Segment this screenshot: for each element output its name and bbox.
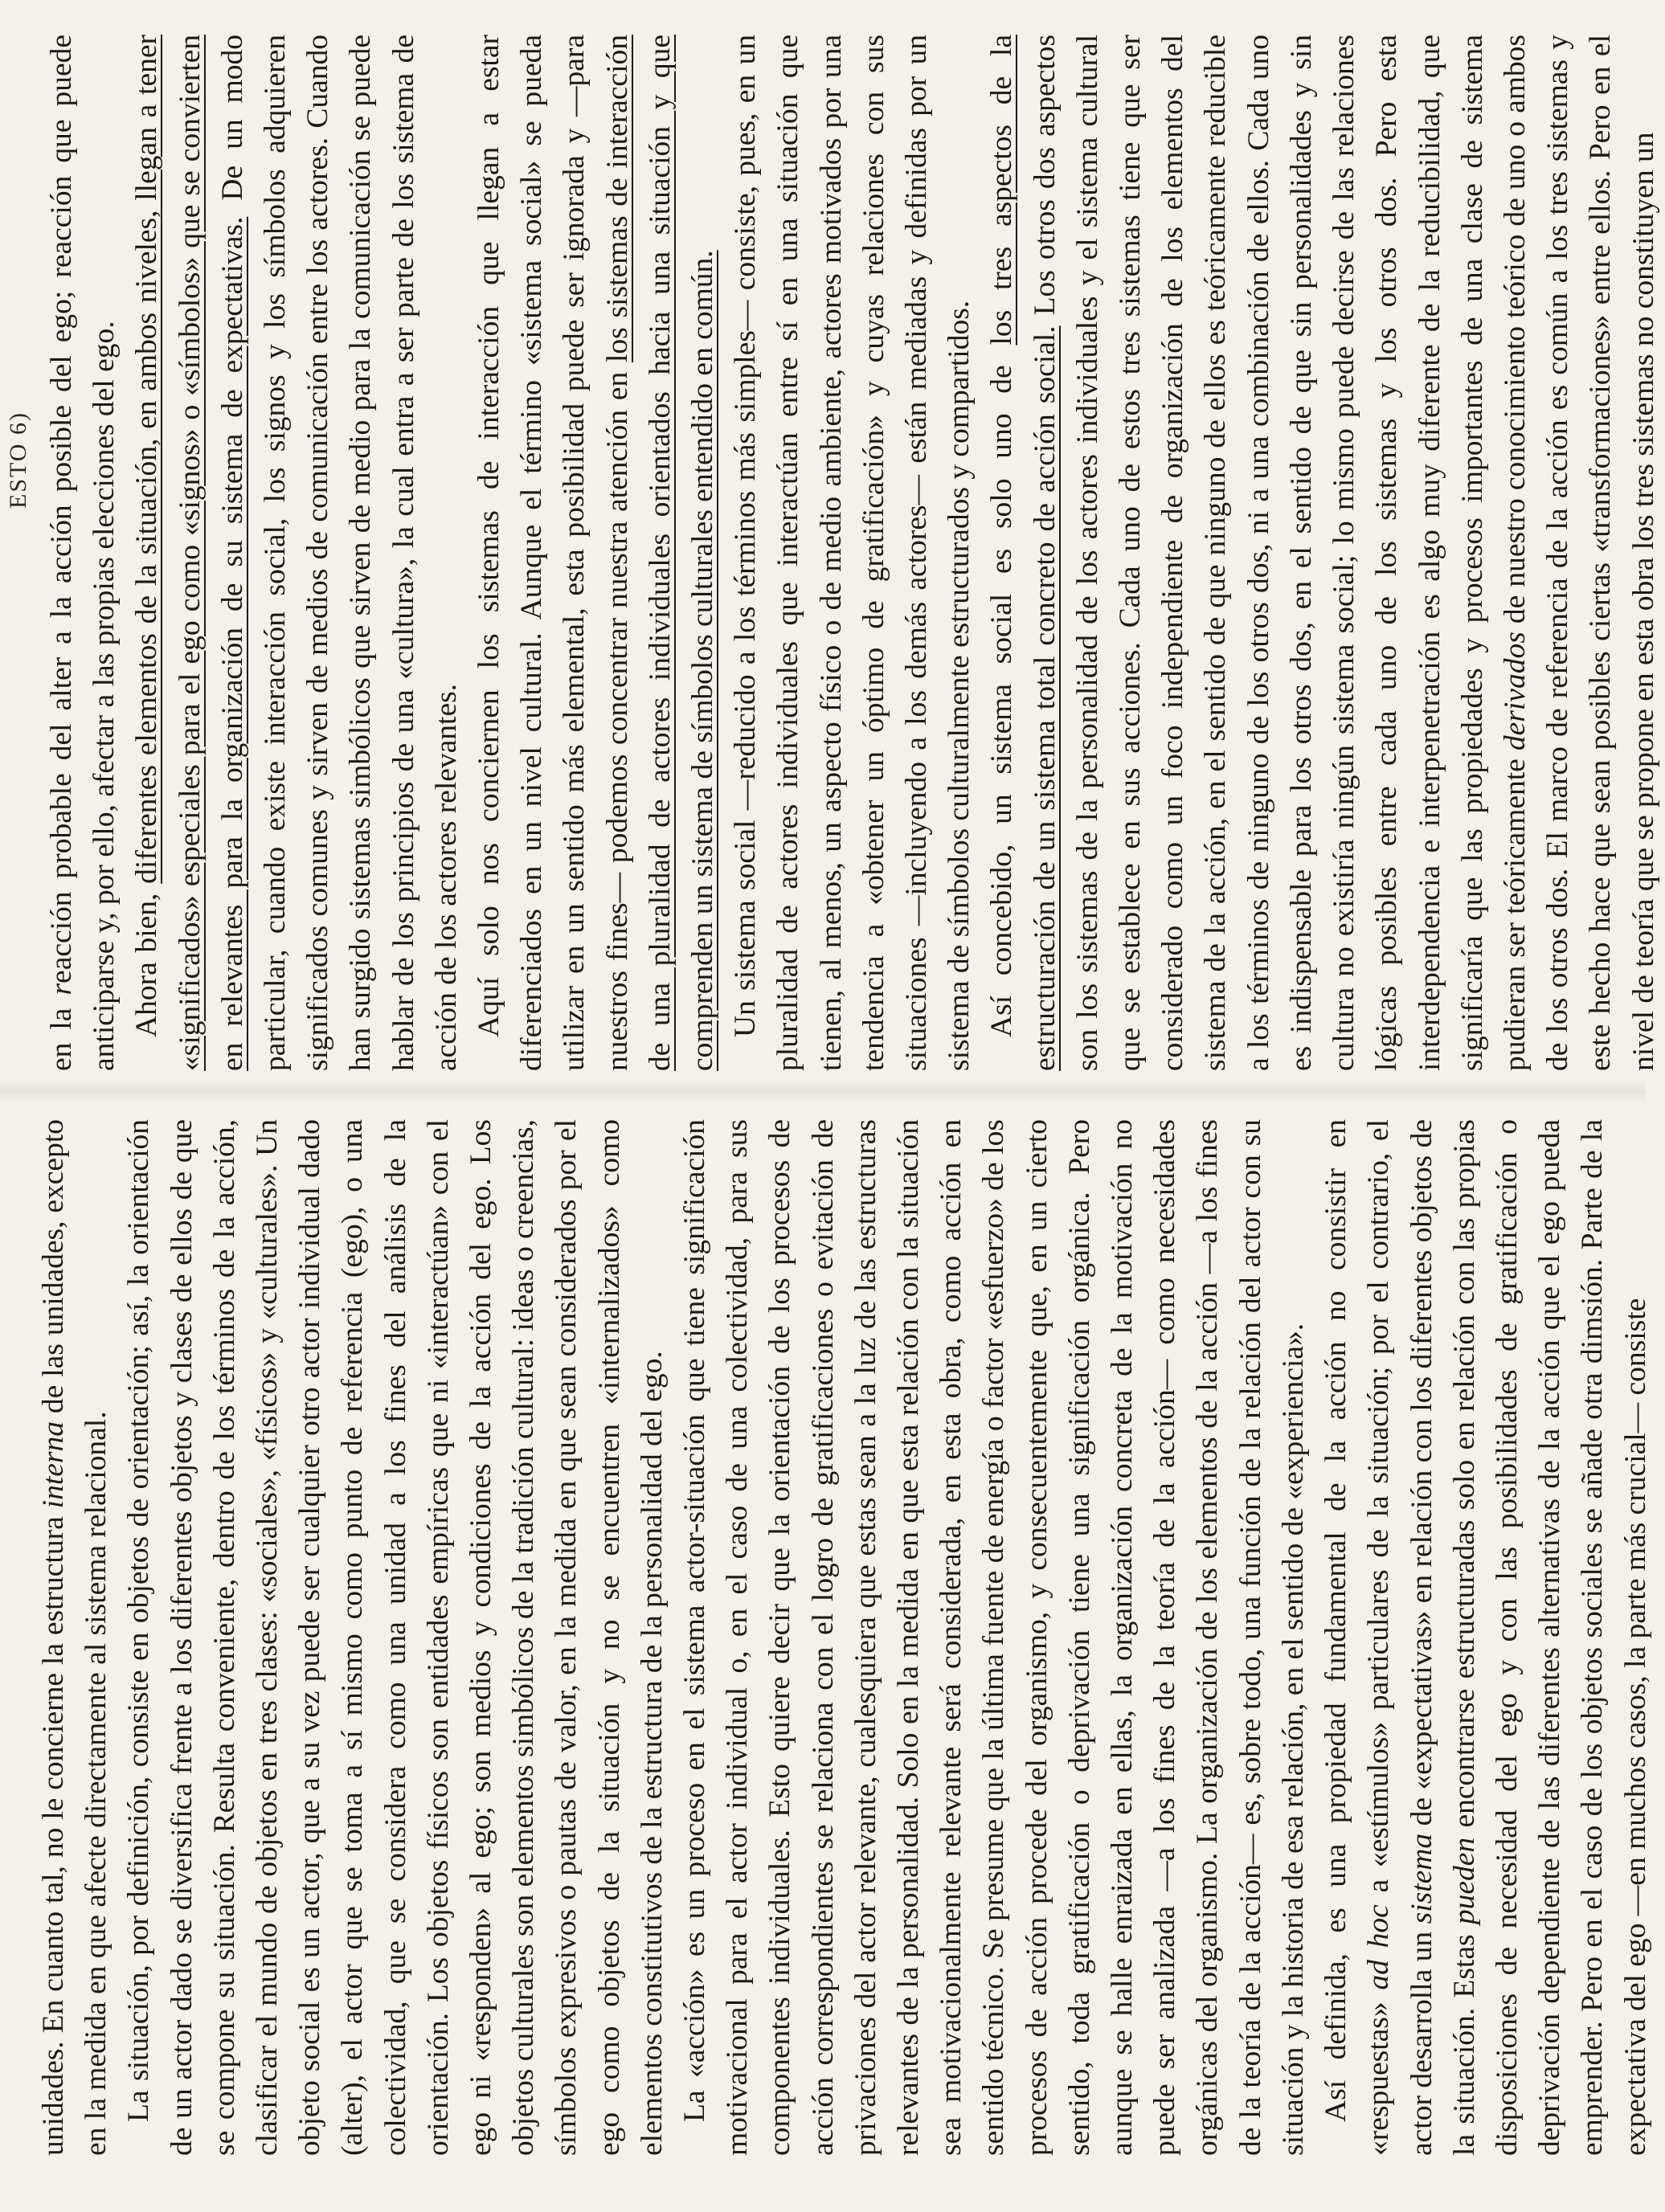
paragraph-ahora-bien: Ahora bien, diferentes elementos de la situación, en ambos niveles, llegan a tener «significados» especiales para el ego como «signos» o «símbolos» que se convierten en relevantes para la organización de su sistema de expectativas. De un modo particular, cuando existe interacción social, los signos y los símbolos adquieren significados comunes y sirven de medios de comunicación entre los actores. Cuando han surgido sistemas simbólicos que sirven de medio para la comunicación se puede hablar de los principios de una «cultura», la cual entra a ser parte de los sistema de acción de los actores relevantes. — [130, 34, 463, 1071]
paragraph-asi-definida: Así definida, es una propiedad fundamental de la acción no consistir en «respuestas» ad hoc a «estímulos» particulares de la situación; por el contrario, el actor desarrolla un sistema de «expectativas» en relación con los diferentes objetos de la situación. Estas pueden encontrarse estructuradas solo en relación con las propias disposiciones de necesidad del ego y con las posibilidades de gratificación o deprivación dependiente de las diferentes alternativas de la acción que el ego pueda emprender. Pero en el caso de los objetos sociales se añade otra dimsión. Parte de la expectativa del ego —en muchos casos, la parte más crucial— consiste — [1319, 1119, 1652, 2156]
paragraph-asi-concebido: Así concebido, un sistema social es solo uno de los tres aspectos de la estructuración de un sistema total concreto de acción social. Los otros dos aspectos son los sistemas de la personalidad de los actores individuales y el sistema cultural que se establece en sus acciones. Cada uno de estos tres sistemas tiene que ser considerado como un foco independiente de organización de los elementos del sistema de la acción, en el sentido de que ninguno de ellos es teóricamente reducible a los términos de ninguno de los otros dos, ni a una combinación de ellos. Cada uno es indispensable para los otros dos, en el sentido de que sin personalidades y sin cultura no existiría ningún sistema social; lo mismo puede decirse de las relaciones lógicas posibles entre cada uno de los sistemas y los otros dos. Pero esta interdependencia e interpenetración es algo muy diferente de la reducibilidad, que significaría que las propiedades y procesos importantes de una clase de sistema pudieran ser teóricamente derivados de nuestro conocimiento teórico de uno o ambos de los otros dos. El marco de referencia de la acción es común a los tres sistemas y este hecho hace que sean posibles ciertas «transformaciones» entre ellos. Pero en el nivel de teoría que se propone en esta obra los tres sistemas no constituyen un — [985, 34, 1660, 1071]
paragraph-aqui-solo: Aquí solo nos conciernen los sistemas de interacción que llegan a estar diferenciados en un nivel cultural. Aunque el término «sistema social» se pueda utilizar en un sentido más elemental, esta posibilidad puede ser ignorada y —para nuestros fines— podemos concentrar nuestra atención en los sistemas de interacción de una pluralidad de actores individuales orientados hacia una situación y que comprenden un sistema de símbolos culturales entendido en común. — [472, 35, 720, 1071]
underlined-passage: los tres aspectos de la estructuración de un sistema total concreto de acción social. — [985, 34, 1062, 1071]
paragraph-sistema-social: Un sistema social —reducido a los términos más simples— consiste, pues, en un pluralidad de actores individuales que interactúan entre sí en una situación que tienen, al menos, un aspecto físico o de medio ambiente, actores motivados por una tendencia a «obtener un óptimo de gratificación» y cuyas relaciones con sus situaciones —incluyendo a los demás actores— están mediadas y definidas por un sistema de símbolos culturalmente estructurados y compartidos. — [729, 35, 976, 1071]
page-gutter — [0, 1079, 1646, 1103]
underlined-passage: los sistemas de interacción de una pluralidad de actores individuales orientados hacia una situación y que comprenden un sistema de símbolos culturales entendido en común. — [600, 35, 720, 1071]
paragraph-accion: La «acción» es un proceso en el sistema actor-situación que tiene significación motivacional para el actor individual o, en el caso de una colectividad, para sus componentes individuales. Esto quiere decir que la orientación de los procesos de acción correspondientes se relaciona con el logro de gratificaciones o evitación de privaciones del actor relevante, cualesquiera que estas sean a la luz de las estructuras relevantes de la personalidad. Solo en la medida en que esta relación con la situación sea motivacionalmente relevante será considerada, en esta obra, como acción en sentido técnico. Se presume que la última fuente de energía o factor «esfuerzo» de los procesos de acción procede del organismo, y consecuentemente que, en un cierto sentido, toda gratificación o deprivación tiene una significación orgánica. Pero aunque se halle enraizada en ellas, la organización concreta de la motivación no puede ser analizada —a los fines de la teoría de la acción— como necesidades orgánicas del organismo. La organización de los elementos de la acción —a los fines de la teoría de la acción— es, sobre todo, una función de la relación del actor con su situación y la historia de esa relación, en el sentido de «experiencia». — [678, 1119, 1310, 2156]
right-page-column — [40, 35, 1665, 1071]
paragraph-reaccion: en la reacción probable del alter a la acción posible del ego; reacción que puede anticiparse y, por ello, afectar a las propias elecciones del ego. — [45, 35, 121, 1071]
paragraph-unidades: unidades. En cuanto tal, no le concierne la estructura interna de las unidades, excepto en la medida en que afecte directamente al sistema relacional. — [37, 1119, 113, 2156]
paragraph-situacion: La situación, por definición, consiste en objetos de orientación; así, la orientación de un actor dado se diversifica frente a los diferentes objetos y clases de ellos de que se compone su situación. Resulta conveniente, dentro de los términos de la acción, clasificar el mundo de objetos en tres clases: «sociales», «físicos» y «culturales». Un objeto social es un actor, que a su vez puede ser cualquier otro actor individual dado (alter), el actor que se toma a sí mismo como punto de referencia (ego), o una colectividad, que se considera como una unidad a los fines del análisis de la orientación. Los objetos físicos son entidades empíricas que ni «interactúan» con el ego ni «responden» al ego; son medios y condiciones de la acción del ego. Los objetos culturales son elementos simbólicos de la tradición cultural: ideas o creencias, símbolos expresivos o pautas de valor, en la medida en que sean considerados por el ego como objetos de la situación y no se encuentren «internalizados» como elementos constitutivos de la estructura de la personalidad del ego. — [122, 1119, 669, 2156]
underlined-passage: diferentes elementos de la situación, en ambos niveles, llegan a tener «significados» especiales para el ego como «signos» o «símbolos» que se convierten en relevantes para la organización de su sistema de expectativas. — [130, 34, 249, 1071]
handwritten-stamp: ESTO 6) — [5, 411, 31, 509]
left-page-column — [32, 1119, 1657, 2156]
